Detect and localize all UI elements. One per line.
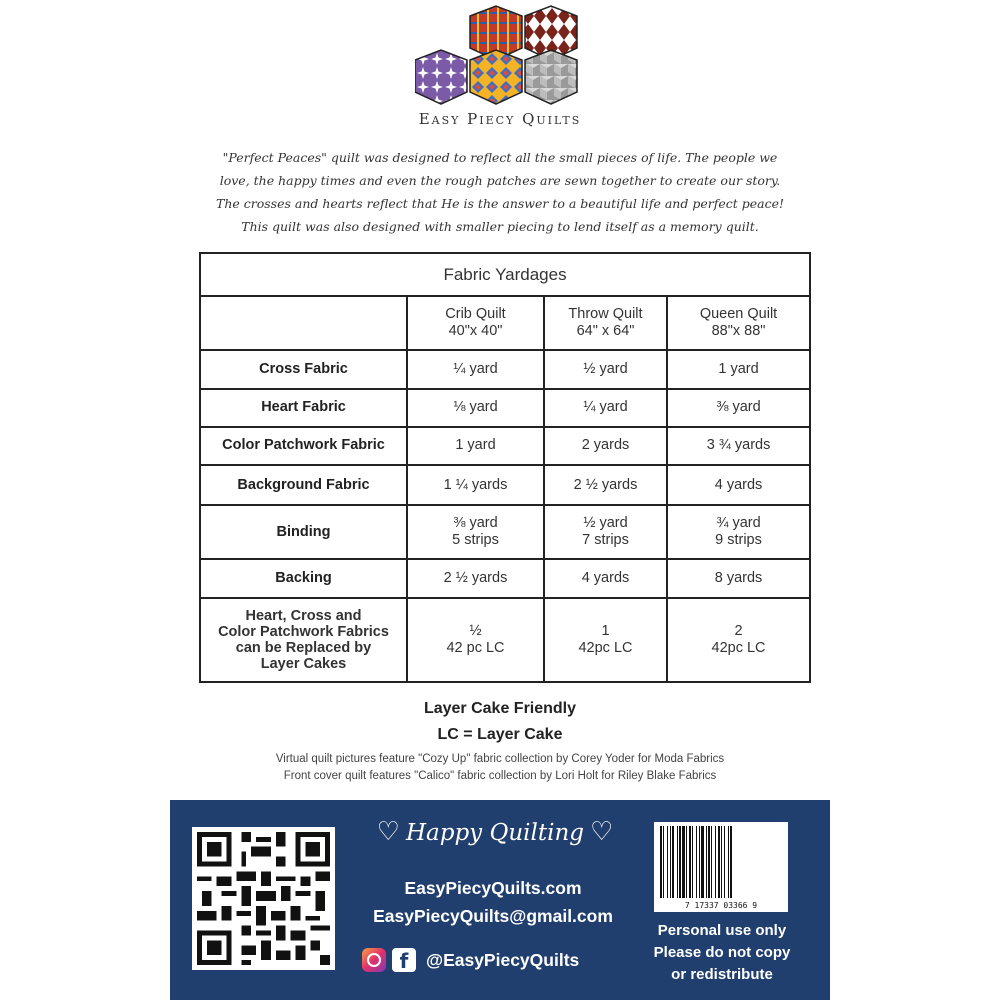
table-cell: 3 ¾ yards [667, 427, 810, 465]
row-label: Cross Fabric [200, 350, 407, 388]
barcode-bar [728, 826, 729, 898]
social-handle[interactable]: @EasyPiecyQuilts [426, 949, 580, 970]
table-title: Fabric Yardages [200, 253, 810, 296]
heart-icon: ♡ [376, 817, 400, 847]
lc-definition: LC = Layer Cake [437, 726, 563, 743]
fabric-yardage-table [199, 252, 811, 683]
table-cell: ⅛ yard [407, 389, 544, 427]
quilt-hexagon-logo [415, 2, 585, 114]
table-cell: 1 yard [667, 350, 810, 388]
table-cell: 2 ½ yards [544, 465, 667, 505]
table-cell: 2 42pc LC [667, 598, 810, 682]
barcode-bar [699, 826, 700, 898]
barcode-bar [667, 826, 668, 898]
pattern-back-cover [170, 0, 830, 1000]
table-row [200, 427, 810, 465]
table-cell: 4 yards [667, 465, 810, 505]
table-row [200, 559, 810, 597]
barcode-bar [708, 826, 710, 898]
table-cell: 2 yards [544, 427, 667, 465]
row-label: Heart Fabric [200, 389, 407, 427]
barcode-bar [715, 826, 716, 898]
barcode-bar [660, 826, 662, 898]
email-link[interactable]: EasyPiecyQuilts@gmail.com [373, 906, 613, 926]
column-header-queen: Queen Quilt 88"x 88" [667, 296, 810, 350]
table-cell: 1 yard [407, 427, 544, 465]
social-media-row [362, 948, 579, 972]
usage-line: or redistribute [671, 966, 773, 983]
barcode-bar [711, 826, 712, 898]
barcode-bar [663, 826, 664, 898]
barcode-bar [682, 826, 685, 898]
table-row [200, 505, 810, 559]
table-cell: 8 yards [667, 559, 810, 597]
column-header-crib: Crib Quilt 40"x 40" [407, 296, 544, 350]
row-label: Binding [200, 505, 407, 559]
barcode-bar [672, 826, 674, 898]
hex-purple [415, 50, 467, 104]
table-cell: ½ yard 7 strips [544, 505, 667, 559]
table-cell: ½ yard [544, 350, 667, 388]
happy-quilting-banner [355, 817, 635, 847]
intro-line: "Perfect Peaces" quilt was designed to reflect all the small pieces of life. The people we [222, 150, 778, 165]
barcode-bar [721, 826, 722, 898]
column-header-throw: Throw Quilt 64" x 64" [544, 296, 667, 350]
contact-footer [170, 800, 830, 1000]
table-cell: 1 ¼ yards [407, 465, 544, 505]
table-cell: ¼ yard [544, 389, 667, 427]
instagram-icon[interactable] [362, 948, 386, 972]
barcode-bar [724, 826, 725, 898]
brand-name: Easy Piecy Quilts [418, 110, 582, 128]
hex-diamond [470, 50, 522, 104]
table-cell: 2 ½ yards [407, 559, 544, 597]
happy-quilting-text: Happy Quilting [405, 820, 585, 846]
empty-header-cell [200, 296, 407, 350]
table-cell: ½ 42 pc LC [407, 598, 544, 682]
table-row [200, 350, 810, 388]
barcode-digits: 7 17337 03366 9 [684, 901, 758, 910]
table-cell: 1 42pc LC [544, 598, 667, 682]
front-cover-fabric-note: Front cover quilt features "Calico" fabric collection by Lori Holt for Riley Blake Fabrics [283, 770, 717, 782]
row-label: Color Patchwork Fabric [200, 427, 407, 465]
barcode-bar [718, 826, 720, 898]
table-row [200, 598, 810, 682]
table-cell: ⅜ yard 5 strips [407, 505, 544, 559]
table-cell: ¼ yard [407, 350, 544, 388]
row-label: Heart, Cross and Color Patchwork Fabrics can be Replaced by Layer Cakes [200, 598, 407, 682]
virtual-fabric-note: Virtual quilt pictures feature "Cozy Up" fabric collection by Corey Yoder for Moda Fabrics [275, 753, 725, 765]
barcode [654, 822, 788, 912]
barcode-bar [686, 826, 687, 898]
heart-icon: ♡ [590, 817, 614, 847]
table-row [200, 465, 810, 505]
usage-line: Please do not copy [653, 944, 791, 961]
intro-paragraph [190, 146, 810, 238]
facebook-icon[interactable]: f [392, 948, 416, 972]
barcode-bar [670, 826, 671, 898]
barcode-bar [689, 826, 691, 898]
website-link[interactable]: EasyPiecyQuilts.com [404, 878, 582, 898]
barcode-bar [679, 826, 681, 898]
barcode-bar [692, 826, 693, 898]
layer-cake-friendly: Layer Cake Friendly [423, 700, 577, 717]
intro-line: love, the happy times and even the rough patches are sewn together to create our story. [219, 173, 781, 188]
row-label: Background Fabric [200, 465, 407, 505]
table-cell: ⅜ yard [667, 389, 810, 427]
barcode-bar [730, 826, 732, 898]
intro-line: The crosses and hearts reflect that He is the answer to a beautiful life and perfect peace! [216, 196, 784, 211]
table-row [200, 389, 810, 427]
barcode-bar [706, 826, 707, 898]
usage-notice [632, 920, 812, 986]
barcode-bar [677, 826, 678, 898]
row-label: Backing [200, 559, 407, 597]
table-cell: ¾ yard 9 strips [667, 505, 810, 559]
qr-code[interactable] [192, 827, 335, 970]
hex-cubes [525, 50, 577, 104]
barcode-bar [696, 826, 697, 898]
intro-line: This quilt was also designed with smaller piecing to lend itself as a memory quilt. [241, 219, 759, 234]
table-cell: 4 yards [544, 559, 667, 597]
usage-line: Personal use only [657, 922, 787, 939]
barcode-bar [701, 826, 704, 898]
